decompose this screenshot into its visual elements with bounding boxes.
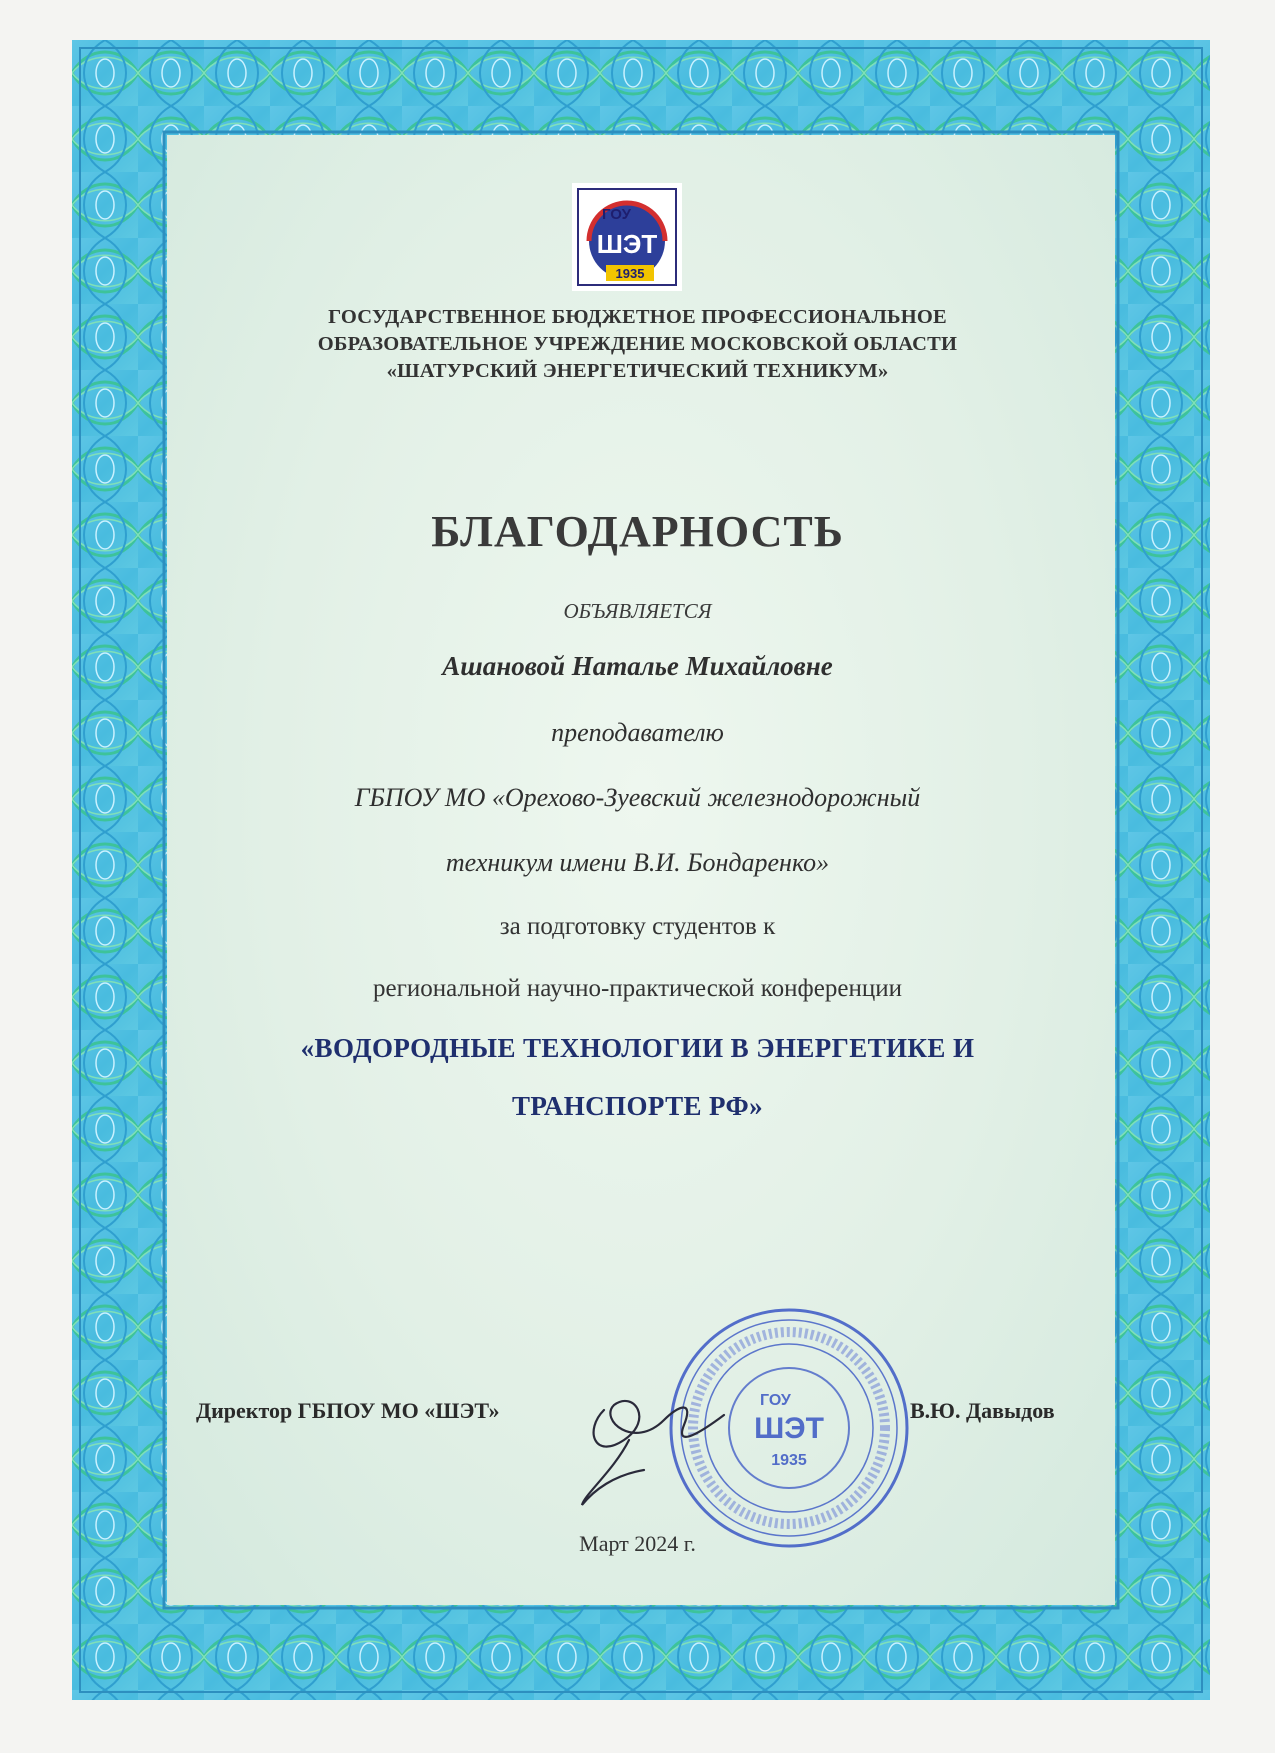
reason-line-1: за подготовку студентов к (499, 913, 776, 940)
issue-date: Март 2024 г. (579, 1531, 696, 1556)
reason-line-2: региональной научно-практической конференции (373, 975, 902, 1002)
recipient-institution-line-1: ГБПОУ МО «Орехово-Зуевский железнодорожный (354, 783, 921, 812)
recipient-name: Ашановой Наталье Михайловне (442, 651, 833, 681)
conference-title-line-1: «ВОДОРОДНЫЕ ТЕХНОЛОГИИ В ЭНЕРГЕТИКЕ И (300, 1033, 975, 1063)
organization-line-3: «ШАТУРСКИЙ ЭНЕРГЕТИЧЕСКИЙ ТЕХНИКУМ» (386, 360, 889, 382)
svg-text:ГОУ: ГОУ (602, 206, 631, 223)
certificate-title: БЛАГОДАРНОСТЬ (431, 507, 844, 556)
svg-text:1935: 1935 (615, 266, 645, 281)
handwritten-signature (574, 1380, 754, 1520)
signatory-name: В.Ю. Давыдов (910, 1398, 1055, 1423)
svg-text:ШЭТ: ШЭТ (596, 229, 658, 259)
svg-text:ГОУ: ГОУ (760, 1392, 791, 1409)
recipient-institution-line-2: техникум имени В.И. Бондаренко» (445, 848, 830, 877)
svg-text:ШЭТ: ШЭТ (754, 1412, 824, 1445)
organization-line-1: ГОСУДАРСТВЕННОЕ БЮДЖЕТНОЕ ПРОФЕССИОНАЛЬНОЕ (328, 306, 947, 328)
announced-label: ОБЪЯВЛЯЕТСЯ (563, 599, 712, 623)
organization-line-2: ОБРАЗОВАТЕЛЬНОЕ УЧРЕЖДЕНИЕ МОСКОВСКОЙ ОБЛАСТИ (317, 333, 958, 355)
svg-text:1935: 1935 (771, 1452, 807, 1469)
conference-title-line-2: ТРАНСПОРТЕ РФ» (512, 1091, 763, 1121)
signatory-title: Директор ГБПОУ МО «ШЭТ» (196, 1398, 500, 1423)
institution-logo (572, 183, 682, 291)
recipient-position: преподавателю (551, 718, 724, 747)
